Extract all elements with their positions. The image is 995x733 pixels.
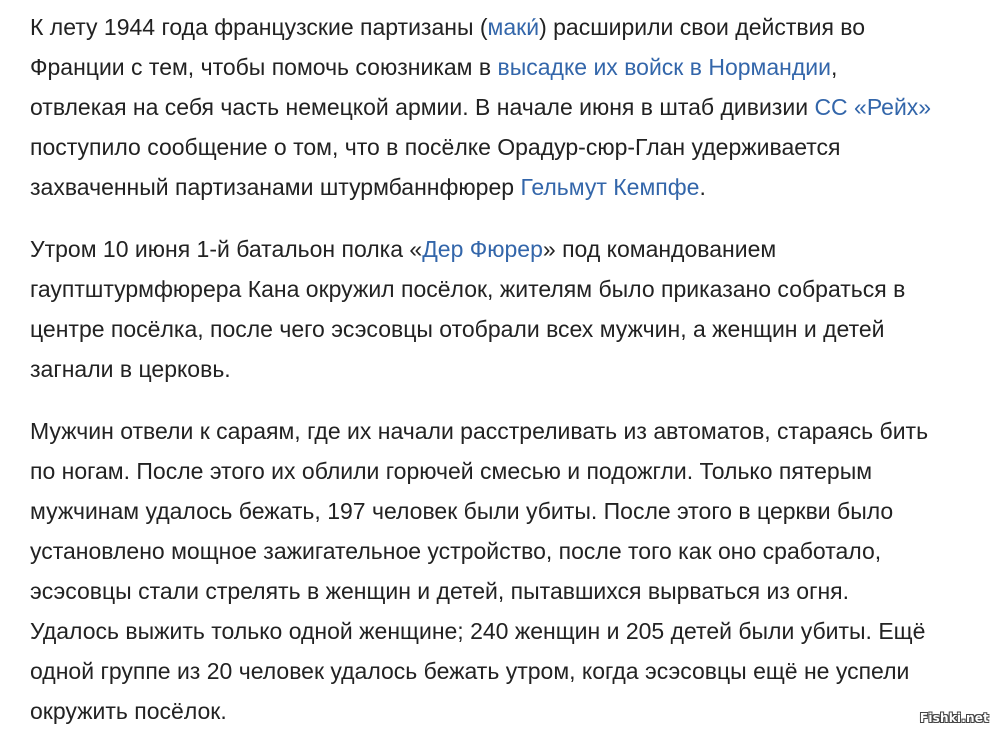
paragraph-line: поступило сообщение о том, что в посёлке Орадур-сюр-Глан удерживается — [30, 134, 841, 160]
text-segment: К лету 1944 года французские партизаны ( — [30, 14, 488, 40]
paragraph-2 — [30, 229, 988, 389]
paragraph-line — [30, 87, 988, 127]
text-segment: захваченный партизанами штурмбаннфюрер — [30, 174, 521, 200]
paragraph-line: эсэсовцы стали стрелять в женщин и детей, пытавшихся вырваться из огня. — [30, 578, 850, 604]
watermark-logo: Fishki.net — [919, 711, 989, 725]
article-body — [30, 7, 988, 731]
text-segment: отвлекая на себя часть немецкой армии. В начале июня в штаб дивизии — [30, 94, 815, 120]
link-normandy-landings[interactable]: высадке их войск в Нормандии — [497, 54, 831, 80]
paragraph-line: по ногам. После этого их облили горючей смесью и подожгли. Только пятерым — [30, 458, 873, 484]
text-segment: , — [830, 54, 838, 80]
paragraph-line: загнали в церковь. — [30, 356, 231, 382]
paragraph-line: одной группе из 20 человек удалось бежать утром, когда эсэсовцы ещё не успели — [30, 658, 910, 684]
paragraph-line: Удалось выжить только одной женщине; 240 женщин и 205 детей были убиты. Ещё — [30, 618, 926, 644]
paragraph-line — [30, 47, 988, 87]
text-segment: . — [699, 174, 706, 200]
link-helmut-kampfe[interactable]: Гельмут Кемпфе — [520, 174, 700, 200]
paragraph-line: гауптштурмфюрера Кана окружил посёлок, жителям было приказано собраться в — [30, 276, 906, 302]
paragraph-line — [30, 7, 988, 47]
paragraph-1 — [30, 7, 988, 207]
text-segment: ) расширили свои действия во — [539, 14, 866, 40]
text-segment: Франции с тем, чтобы помочь союзникам в — [30, 54, 498, 80]
paragraph-line: установлено мощное зажигательное устройство, после того как оно сработало, — [30, 538, 882, 564]
paragraph-line: Мужчин отвели к сараям, где их начали расстреливать из автоматов, стараясь бить — [30, 418, 929, 444]
paragraph-line — [30, 167, 988, 207]
paragraph-line: мужчинам удалось бежать, 197 человек были убиты. После этого в церкви было — [30, 498, 894, 524]
link-der-fuhrer[interactable]: Дер Фюрер — [422, 236, 543, 262]
text-segment: Утром 10 июня 1-й батальон полка « — [30, 236, 423, 262]
text-segment: » под командованием — [542, 236, 777, 262]
paragraph-line — [30, 229, 988, 269]
link-maquis[interactable]: маки́ — [487, 14, 540, 40]
link-ss-division-reich[interactable]: СС «Рейх» — [814, 94, 932, 120]
paragraph-3 — [30, 411, 988, 731]
paragraph-line: центре посёлка, после чего эсэсовцы отобрали всех мужчин, а женщин и детей — [30, 316, 885, 342]
paragraph-line: окружить посёлок. — [30, 698, 227, 724]
